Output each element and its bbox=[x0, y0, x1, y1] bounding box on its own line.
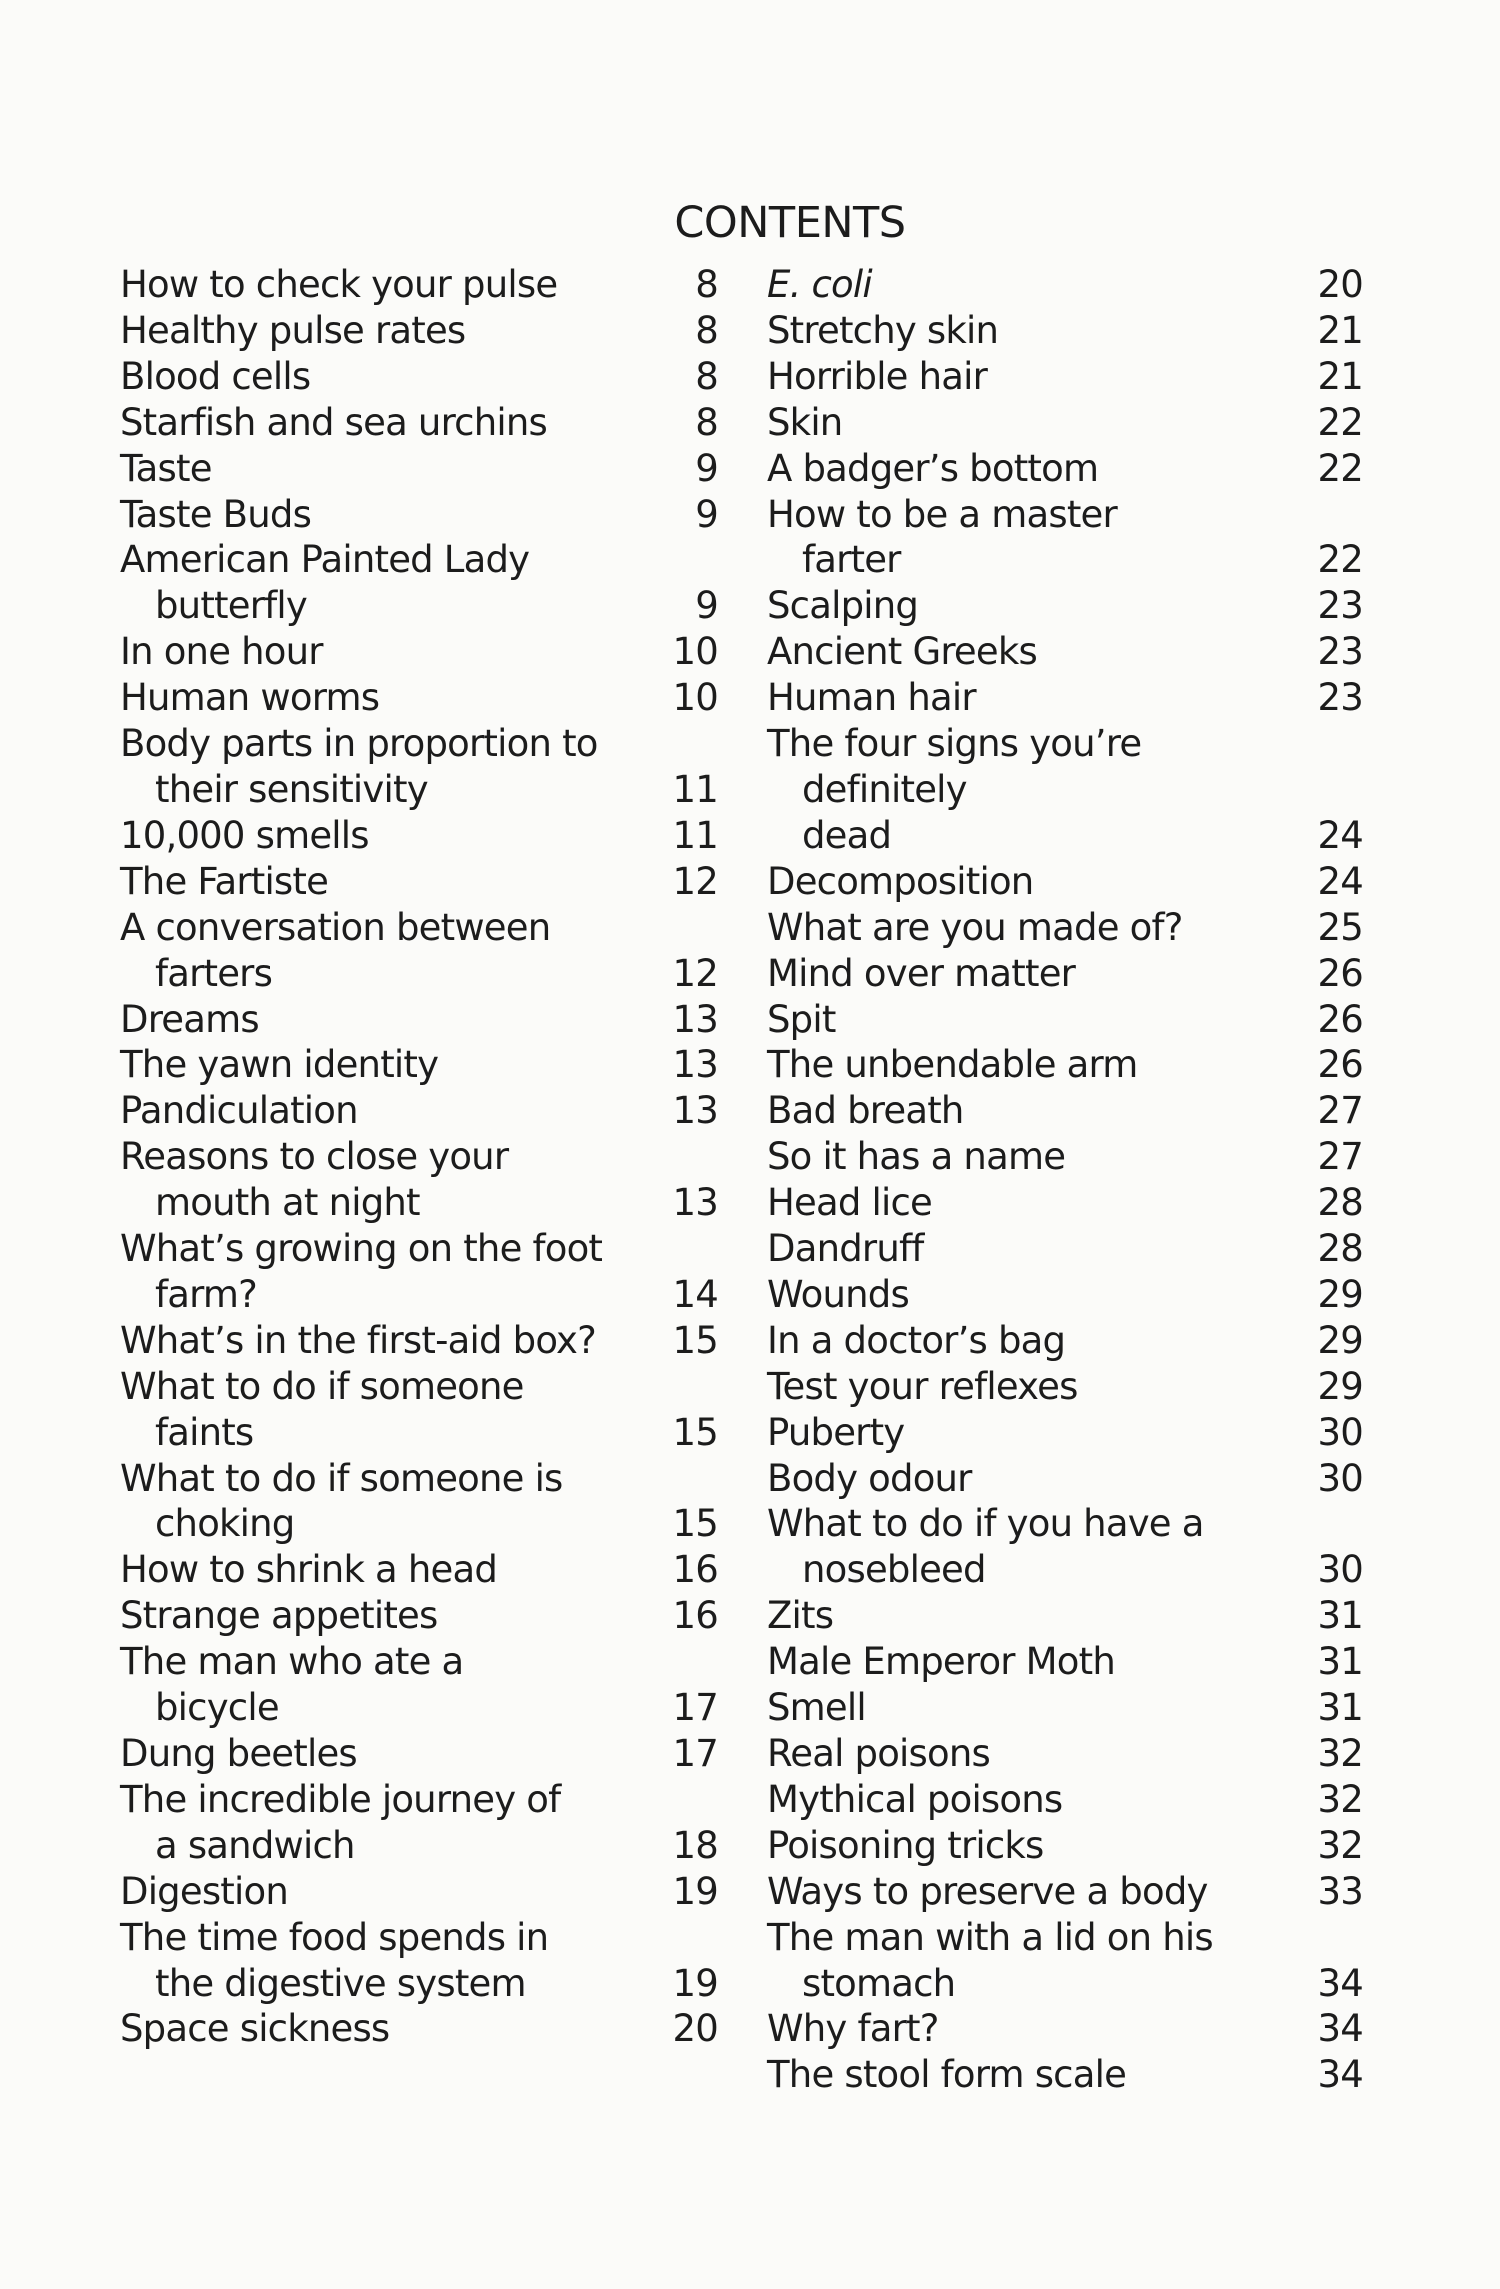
entry-title: How to be a master farter bbox=[767, 492, 1117, 582]
entry-title: Ways to preserve a body bbox=[767, 1869, 1208, 1913]
entry-page-number: 28 bbox=[1317, 1227, 1363, 1271]
entry-page-number: 15 bbox=[672, 1410, 718, 1454]
contents-entry bbox=[120, 1915, 718, 2007]
entry-title: Test your reflexes bbox=[767, 1364, 1078, 1408]
entry-title: E. coli bbox=[767, 263, 872, 306]
contents-entry bbox=[120, 629, 718, 675]
contents-entry bbox=[767, 1823, 1363, 1869]
entry-title: Why fart? bbox=[767, 2007, 939, 2051]
contents-entry bbox=[767, 1501, 1363, 1593]
contents-entry bbox=[767, 492, 1363, 584]
entry-page-number: 13 bbox=[672, 1181, 718, 1225]
contents-entry bbox=[767, 1869, 1363, 1915]
entry-title: How to check your pulse bbox=[120, 263, 558, 306]
entry-page-number: 9 bbox=[695, 584, 718, 628]
contents-column-left bbox=[120, 262, 718, 2052]
entry-title: The Fartiste bbox=[120, 859, 329, 903]
entry-title: What to do if someone is choking bbox=[120, 1456, 563, 1546]
entry-page-number: 17 bbox=[672, 1686, 718, 1730]
entry-title: What are you made of? bbox=[767, 905, 1183, 949]
entry-title: Horrible hair bbox=[767, 354, 988, 398]
entry-page-number: 26 bbox=[1317, 1043, 1363, 1087]
entry-page-number: 34 bbox=[1317, 1961, 1363, 2005]
page-title: CONTENTS bbox=[674, 198, 906, 248]
entry-title: Blood cells bbox=[120, 354, 311, 398]
entry-page-number: 21 bbox=[1317, 308, 1363, 352]
entry-page-number: 19 bbox=[672, 1961, 718, 2005]
entry-page-number: 32 bbox=[1317, 1732, 1363, 1775]
entry-title: What to do if someone faints bbox=[120, 1364, 524, 1454]
entry-page-number: 8 bbox=[695, 263, 718, 306]
entry-title: The stool form scale bbox=[767, 2053, 1127, 2097]
contents-entry bbox=[120, 1088, 718, 1134]
contents-entry bbox=[120, 1639, 718, 1731]
entry-title: The man who ate a bicycle bbox=[120, 1640, 464, 1730]
entry-page-number: 13 bbox=[672, 997, 718, 1041]
entry-page-number: 10 bbox=[672, 676, 718, 720]
contents-entry bbox=[767, 1777, 1363, 1823]
contents-entry bbox=[767, 2006, 1363, 2052]
entry-title: Zits bbox=[767, 1594, 834, 1638]
entry-title: Human hair bbox=[767, 676, 976, 720]
contents-entry bbox=[120, 308, 718, 354]
entry-title: Head lice bbox=[767, 1181, 932, 1225]
entry-title: The unbendable arm bbox=[767, 1043, 1138, 1087]
contents-entry bbox=[120, 1777, 718, 1869]
entry-title: Body parts in proportion to their sensitivity bbox=[120, 722, 598, 811]
contents-entry bbox=[767, 2052, 1363, 2098]
contents-entry bbox=[767, 1272, 1363, 1318]
contents-entry bbox=[120, 537, 718, 629]
entry-title: Digestion bbox=[120, 1869, 288, 1913]
contents-entry bbox=[767, 1456, 1363, 1502]
entry-page-number: 12 bbox=[672, 951, 718, 995]
entry-title: What to do if you have a nosebleed bbox=[767, 1502, 1204, 1592]
entry-page-number: 8 bbox=[695, 354, 718, 398]
contents-entry bbox=[120, 262, 718, 308]
entry-title: The yawn identity bbox=[120, 1043, 439, 1087]
entry-title: Real poisons bbox=[767, 1732, 990, 1775]
contents-entry bbox=[120, 354, 718, 400]
entry-page-number: 8 bbox=[695, 308, 718, 352]
entry-page-number: 10 bbox=[672, 630, 718, 674]
entry-page-number: 18 bbox=[672, 1823, 718, 1867]
contents-entry bbox=[767, 262, 1363, 308]
entry-title: The time food spends in the digestive system bbox=[120, 1915, 549, 2005]
contents-entry bbox=[120, 859, 718, 905]
entry-title: Ancient Greeks bbox=[767, 630, 1037, 674]
contents-entry bbox=[120, 1364, 718, 1456]
entry-title: Scalping bbox=[767, 584, 919, 628]
entry-title: Dung beetles bbox=[120, 1732, 357, 1775]
entry-title: In a doctor’s bag bbox=[767, 1318, 1066, 1362]
contents-entry bbox=[767, 721, 1363, 859]
contents-entry bbox=[767, 400, 1363, 446]
entry-page-number: 34 bbox=[1317, 2007, 1363, 2051]
contents-entry bbox=[120, 446, 718, 492]
entry-page-number: 20 bbox=[1317, 263, 1363, 306]
entry-page-number: 27 bbox=[1317, 1135, 1363, 1179]
entry-title: Strange appetites bbox=[120, 1594, 438, 1638]
entry-title: Human worms bbox=[120, 676, 380, 720]
contents-entry bbox=[767, 1731, 1363, 1777]
entry-page-number: 29 bbox=[1317, 1364, 1363, 1408]
entry-page-number: 22 bbox=[1317, 446, 1363, 490]
entry-title: The man with a lid on his stomach bbox=[767, 1915, 1213, 2005]
contents-entry bbox=[767, 997, 1363, 1043]
entry-title: Taste Buds bbox=[120, 492, 312, 536]
entry-title: Dreams bbox=[120, 997, 259, 1041]
entry-title: In one hour bbox=[120, 630, 323, 674]
entry-title: Smell bbox=[767, 1686, 866, 1730]
entry-page-number: 8 bbox=[695, 400, 718, 444]
entry-title: Taste bbox=[120, 446, 212, 490]
entry-page-number: 30 bbox=[1317, 1410, 1363, 1454]
entry-title: Healthy pulse rates bbox=[120, 308, 466, 352]
entry-page-number: 14 bbox=[672, 1272, 718, 1316]
contents-entry bbox=[767, 1318, 1363, 1364]
entry-title: Body odour bbox=[767, 1456, 972, 1500]
contents-entry bbox=[767, 308, 1363, 354]
contents-entry bbox=[120, 721, 718, 813]
entry-page-number: 29 bbox=[1317, 1318, 1363, 1362]
contents-entry bbox=[120, 905, 718, 997]
contents-entry bbox=[767, 1915, 1363, 2007]
entry-page-number: 33 bbox=[1317, 1869, 1363, 1913]
entry-title: Spit bbox=[767, 997, 836, 1041]
entry-title: Poisoning tricks bbox=[767, 1823, 1044, 1867]
contents-entry bbox=[767, 1685, 1363, 1731]
contents-entry bbox=[767, 1226, 1363, 1272]
contents-entry bbox=[120, 1547, 718, 1593]
entry-page-number: 29 bbox=[1317, 1272, 1363, 1316]
contents-column-right bbox=[767, 262, 1363, 2098]
contents-entry bbox=[767, 675, 1363, 721]
contents-entry bbox=[120, 492, 718, 538]
entry-page-number: 26 bbox=[1317, 997, 1363, 1041]
entry-page-number: 32 bbox=[1317, 1823, 1363, 1867]
contents-entry bbox=[767, 1593, 1363, 1639]
entry-title: The incredible journey of a sandwich bbox=[120, 1777, 561, 1867]
entry-title: Skin bbox=[767, 400, 843, 444]
contents-entry bbox=[767, 859, 1363, 905]
entry-title: Dandruff bbox=[767, 1227, 924, 1271]
entry-page-number: 11 bbox=[672, 813, 718, 857]
entry-page-number: 21 bbox=[1317, 354, 1363, 398]
entry-page-number: 15 bbox=[672, 1318, 718, 1362]
contents-entry bbox=[767, 629, 1363, 675]
entry-page-number: 34 bbox=[1317, 2053, 1363, 2097]
entry-title: The four signs you’re definitely dead bbox=[767, 722, 1142, 857]
entry-page-number: 30 bbox=[1317, 1548, 1363, 1592]
entry-page-number: 11 bbox=[672, 767, 718, 811]
contents-entry bbox=[120, 813, 718, 859]
entry-page-number: 22 bbox=[1317, 400, 1363, 444]
entry-page-number: 16 bbox=[672, 1594, 718, 1638]
entry-title: Male Emperor Moth bbox=[767, 1640, 1115, 1684]
entry-page-number: 22 bbox=[1317, 538, 1363, 582]
entry-title: A conversation between farters bbox=[120, 905, 551, 995]
contents-entry bbox=[120, 1042, 718, 1088]
entry-page-number: 17 bbox=[672, 1732, 718, 1775]
entry-page-number: 25 bbox=[1317, 905, 1363, 949]
entry-title: Starfish and sea urchins bbox=[120, 400, 547, 444]
entry-page-number: 13 bbox=[672, 1043, 718, 1087]
entry-page-number: 31 bbox=[1317, 1594, 1363, 1638]
contents-entry bbox=[120, 1226, 718, 1318]
entry-page-number: 26 bbox=[1317, 951, 1363, 995]
contents-entry bbox=[767, 1042, 1363, 1088]
contents-entry bbox=[767, 1364, 1363, 1410]
entry-page-number: 23 bbox=[1317, 676, 1363, 720]
entry-page-number: 16 bbox=[672, 1548, 718, 1592]
entry-page-number: 9 bbox=[695, 492, 718, 536]
entry-title: American Painted Lady butterfly bbox=[120, 538, 530, 628]
entry-page-number: 27 bbox=[1317, 1089, 1363, 1133]
contents-entry bbox=[120, 1134, 718, 1226]
contents-entry bbox=[120, 1318, 718, 1364]
contents-entry bbox=[120, 1731, 718, 1777]
contents-entry bbox=[120, 1593, 718, 1639]
contents-entry bbox=[767, 1410, 1363, 1456]
entry-page-number: 28 bbox=[1317, 1181, 1363, 1225]
entry-page-number: 20 bbox=[672, 2007, 718, 2051]
entry-title: Mythical poisons bbox=[767, 1777, 1063, 1821]
entry-page-number: 13 bbox=[672, 1089, 718, 1133]
entry-title: Space sickness bbox=[120, 2007, 390, 2051]
contents-entry bbox=[767, 1180, 1363, 1226]
entry-title: What’s growing on the foot farm? bbox=[120, 1227, 603, 1316]
contents-entry bbox=[767, 583, 1363, 629]
contents-entry bbox=[767, 905, 1363, 951]
entry-page-number: 23 bbox=[1317, 584, 1363, 628]
entry-title: So it has a name bbox=[767, 1135, 1066, 1179]
entry-page-number: 24 bbox=[1317, 859, 1363, 903]
entry-page-number: 32 bbox=[1317, 1777, 1363, 1821]
entry-page-number: 31 bbox=[1317, 1686, 1363, 1730]
entry-page-number: 31 bbox=[1317, 1640, 1363, 1684]
entry-title: What’s in the first-aid box? bbox=[120, 1318, 596, 1362]
entry-title: Reasons to close your mouth at night bbox=[120, 1135, 509, 1225]
contents-entry bbox=[120, 1869, 718, 1915]
entry-page-number: 24 bbox=[1317, 813, 1363, 857]
entry-title: Puberty bbox=[767, 1410, 905, 1454]
contents-entry bbox=[767, 354, 1363, 400]
contents-entry bbox=[120, 675, 718, 721]
entry-title: Stretchy skin bbox=[767, 308, 999, 352]
entry-title: Wounds bbox=[767, 1272, 909, 1316]
entry-title: 10,000 smells bbox=[120, 813, 369, 857]
entry-title: A badger’s bottom bbox=[767, 446, 1099, 490]
entry-title: Mind over matter bbox=[767, 951, 1076, 995]
contents-entry bbox=[120, 2006, 718, 2052]
contents-entry bbox=[767, 1134, 1363, 1180]
entry-page-number: 30 bbox=[1317, 1456, 1363, 1500]
contents-entry bbox=[767, 1639, 1363, 1685]
entry-page-number: 12 bbox=[672, 859, 718, 903]
entry-title: How to shrink a head bbox=[120, 1548, 498, 1592]
contents-entry bbox=[767, 446, 1363, 492]
entry-title: Decomposition bbox=[767, 859, 1034, 903]
contents-entry bbox=[767, 951, 1363, 997]
entry-page-number: 15 bbox=[672, 1502, 718, 1546]
entry-title: Pandiculation bbox=[120, 1089, 358, 1133]
entry-page-number: 9 bbox=[695, 446, 718, 490]
contents-entry bbox=[767, 1088, 1363, 1134]
contents-entry bbox=[120, 1456, 718, 1548]
entry-page-number: 19 bbox=[672, 1869, 718, 1913]
entry-page-number: 23 bbox=[1317, 630, 1363, 674]
contents-entry bbox=[120, 400, 718, 446]
contents-entry bbox=[120, 997, 718, 1043]
entry-title: Bad breath bbox=[767, 1089, 964, 1133]
